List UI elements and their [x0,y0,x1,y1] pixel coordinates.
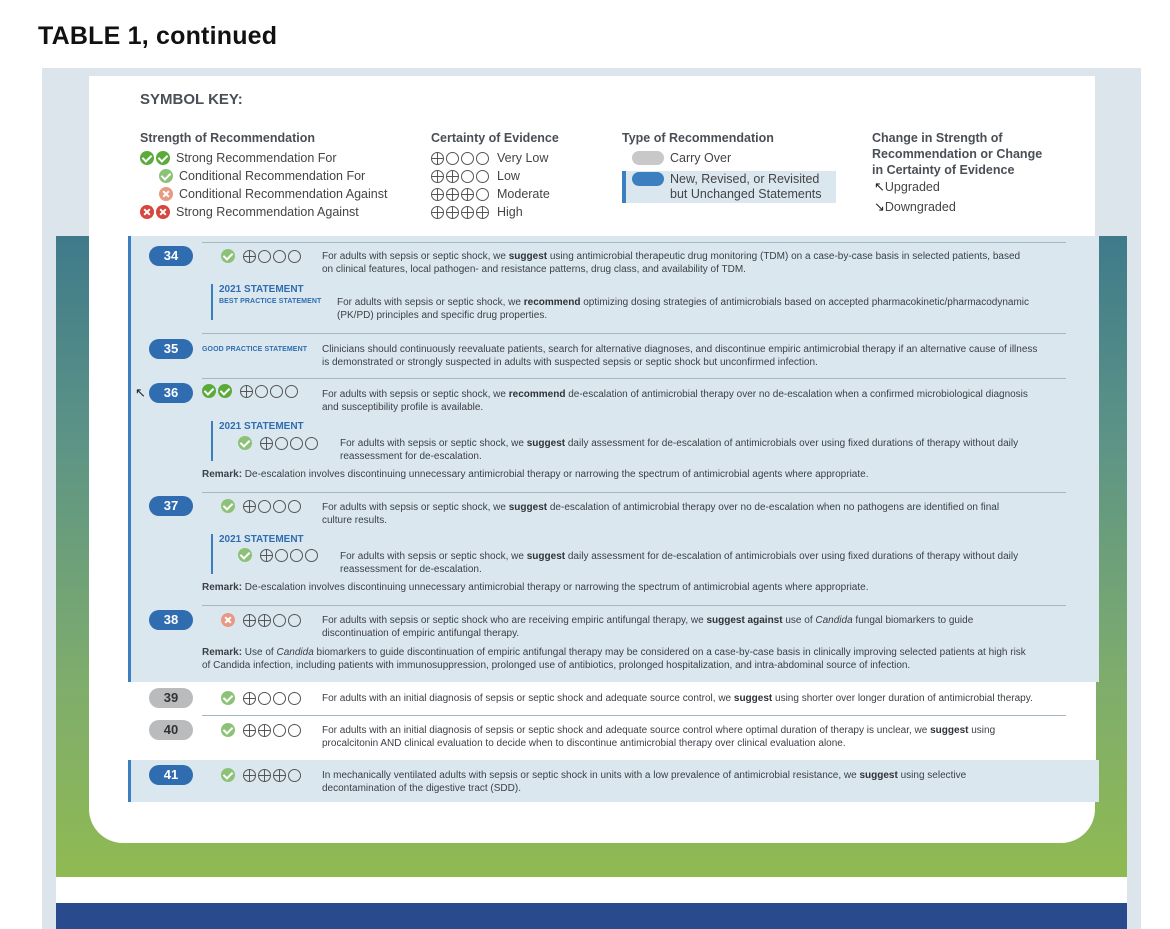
blue-footer-band [56,903,1127,929]
statement-2021-heading: 2021 STATEMENT [219,284,304,295]
type-heading: Type of Recommendation [622,131,774,145]
certainty-circles-icon [431,170,491,183]
recommendation-number: 41 [149,765,193,785]
conditional-for-icon [221,499,235,513]
row-37-icons [221,499,303,513]
recommendation-text-40: For adults with an initial diagnosis of sepsis or septic shock and adequate source control where optimal duration of therapy is unclear, we suggest using procalcitonin AND clinical evaluation to decide when to discontinue antimicrobial therapy over clinical evaluation alone. [322,725,996,749]
upgraded-arrow-icon: ↖ [135,385,146,400]
recommendation-text-34: For adults with sepsis or septic shock, we suggest using antimicrobial therapeutic drug monitoring (TDM) on a case-by-case basis in selected patients, based on clinical features, local pathogen- and resistance patterns, drug class, and availability of TDM. [322,251,1021,275]
key-very-low: Very Low [431,151,548,165]
certainty-circles-icon [431,152,491,165]
remark-38: Remark: Use of Candida biomarkers to guide discontinuation of empiric antifungal therapy may be considered on a case-by-case basis in clinically improving selected patients at high risk of Candida infection, including patients with immunosuppression, prolonged use of antibiotics, prolonged hospitalization, and intra-abdominal source of infection. [202,647,1026,671]
key-conditional-against: Conditional Recommendation Against [159,187,387,201]
row-38-icons [221,613,303,627]
conditional-against-icon [221,613,235,627]
grey-pill-icon [632,151,664,165]
recommendation-text-36: For adults with sepsis or septic shock, we recommend de-escalation of antimicrobial therapy over no de-escalation when a confirmed microbiological diagnosis and susceptibility profile is available. [322,389,1028,413]
row-divider [202,242,1066,243]
row-36-icons [202,384,300,398]
certainty-heading: Certainty of Evidence [431,131,559,145]
white-band [56,877,1127,903]
certainty-circles-icon [243,614,303,627]
x-icon [156,205,170,219]
row-divider [202,378,1066,379]
recommendation-text-39: For adults with an initial diagnosis of sepsis or septic shock and adequate source control, we suggest using shorter over longer duration of antimicrobial therapy. [322,693,1033,704]
certainty-circles-icon [243,724,303,737]
statement-text-37: For adults with sepsis or septic shock, we suggest daily assessment for de-escalation of antimicrobials over using fixed durations of therapy without daily reassessment for de-escalation. [340,551,1019,575]
key-moderate: Moderate [431,187,550,201]
conditional-for-icon [238,436,252,450]
recommendation-number: 35 [149,339,193,359]
certainty-circles-icon [243,692,303,705]
recommendation-text-41: In mechanically ventilated adults with sepsis or septic shock in units with a low prevalence of antimicrobial resistance, we suggest using selective decontamination of the digestive tract (SDD). [322,770,967,794]
conditional-for-icon [221,768,235,782]
row-40-icons [221,723,303,737]
key-upgraded: ↖ Upgraded [874,179,940,194]
row-36-statement-icons [238,436,320,450]
check-icon [159,169,173,183]
key-carry-over: Carry Over [632,151,731,165]
certainty-circles-icon [243,250,303,263]
remark-36: Remark: De-escalation involves discontinuing unnecessary antimicrobial therapy or narrowing the spectrum of antimicrobial agents where appropriate. [202,469,869,480]
recommendation-number: 40 [149,720,193,740]
row-divider [202,333,1066,334]
check-icon [156,151,170,165]
statement-bracket [211,421,213,461]
key-new-revised: New, Revised, or Revisited [632,172,819,186]
downgraded-arrow-icon: ↘ [874,199,885,214]
key-downgraded: ↘ Downgraded [874,199,956,214]
strong-for-icon [218,384,232,398]
statement-2021-heading: 2021 STATEMENT [219,534,304,545]
row-divider [202,715,1066,716]
recommendation-number: 36 [149,383,193,403]
conditional-for-icon [238,548,252,562]
conditional-for-icon [221,249,235,263]
good-practice-label: GOOD PRACTICE STATEMENT [202,346,308,353]
recommendation-number: 39 [149,688,193,708]
x-icon [159,187,173,201]
recommendation-number: 38 [149,610,193,630]
key-unchanged: but Unchanged Statements [670,187,822,201]
upgraded-arrow-icon: ↖ [874,179,885,194]
certainty-circles-icon [243,769,303,782]
row-37-statement-icons [238,548,320,562]
strong-for-icon [202,384,216,398]
x-icon [140,205,154,219]
certainty-circles-icon [431,206,491,219]
change-heading: Change in Strength of Recommendation or Change in Certainty of Evidence [872,131,1043,177]
remark-37: Remark: De-escalation involves discontinuing unnecessary antimicrobial therapy or narrowing the spectrum of antimicrobial agents where appropriate. [202,582,869,593]
symbol-key-title: SYMBOL KEY: [140,91,243,108]
row-34-icons [221,249,303,263]
key-strong-against: Strong Recommendation Against [140,205,359,219]
key-conditional-for: Conditional Recommendation For [159,169,365,183]
statement-bracket [211,534,213,574]
row-divider [202,605,1066,606]
row-39-icons [221,691,303,705]
strength-heading: Strength of Recommendation [140,131,316,145]
statement-text-34: For adults with sepsis or septic shock, we recommend optimizing dosing strategies of antimicrobials based on accepted pharmacokinetic/pharmacodynamic (PK/PD) principles and specific drug properties. [337,297,1030,321]
recommendation-text-37: For adults with sepsis or septic shock, we suggest de-escalation of antimicrobial therapy over no de-escalation when no pathogens are identified on final culture results. [322,502,1000,526]
key-high: High [431,205,523,219]
recommendation-number: 34 [149,246,193,266]
table-title: TABLE 1, continued [38,22,278,50]
conditional-for-icon [221,691,235,705]
certainty-circles-icon [260,437,320,450]
best-practice-label: BEST PRACTICE STATEMENT [219,298,322,305]
certainty-circles-icon [431,188,491,201]
statement-text-36: For adults with sepsis or septic shock, we suggest daily assessment for de-escalation of antimicrobials over using fixed durations of therapy without daily reassessment for de-escalation. [340,438,1019,462]
conditional-for-icon [221,723,235,737]
key-strong-for: Strong Recommendation For [140,151,337,165]
recommendation-text-38: For adults with sepsis or septic shock who are receiving empiric antifungal therapy, we suggest against use of Candida fungal biomarkers to guide discontinuation of empiric antifungal therapy. [322,615,974,639]
certainty-circles-icon [243,500,303,513]
key-low: Low [431,169,520,183]
row-divider [202,492,1066,493]
row-41-icons [221,768,303,782]
statement-bracket [211,284,213,320]
blue-pill-icon [632,172,664,186]
statement-2021-heading: 2021 STATEMENT [219,421,304,432]
recommendation-text-35: Clinicians should continuously reevaluate patients, search for alternative diagnoses, and discontinue empiric antimicrobial therapy if an alternative cause of illness is demonstrated or strongly suspected in adults with suspected sepsis or septic shock but unconfirmed infection. [322,344,1038,368]
certainty-circles-icon [240,385,300,398]
certainty-circles-icon [260,549,320,562]
recommendation-number: 37 [149,496,193,516]
check-icon [140,151,154,165]
